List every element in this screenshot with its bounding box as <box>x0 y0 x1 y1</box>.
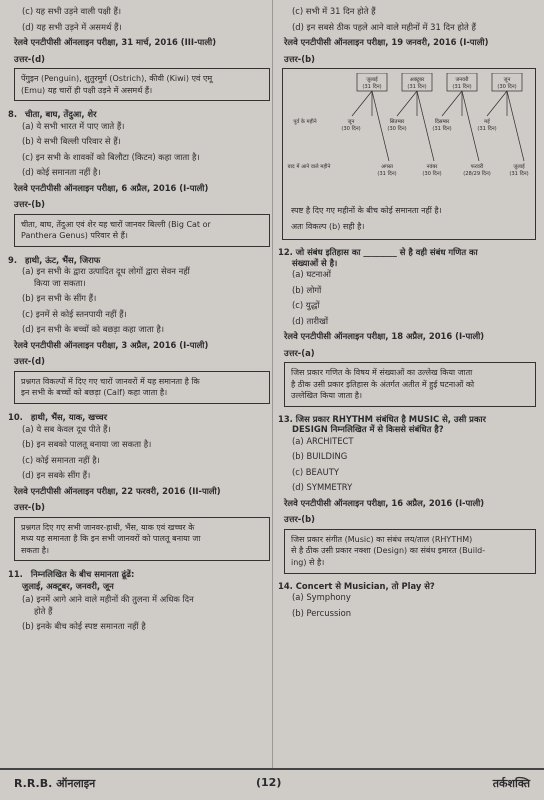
explanation-box <box>284 529 536 574</box>
option-c: (c) BEAUTY <box>292 466 339 477</box>
page-number: (12) <box>256 776 282 789</box>
right-column <box>278 0 536 623</box>
option-a: (a) इन सभी के द्वारा उत्पादित दूध लोगों द्वारा सेवन नहीं <box>22 266 190 277</box>
question-title: हाथी, भैंस, याक, खच्चर <box>30 412 108 423</box>
svg-text:जून <box>348 119 355 125</box>
option-d: (d) यह सभी उड़ने में असमर्थ हैं। <box>22 21 122 32</box>
svg-text:जुलाई <box>513 163 525 170</box>
question-number: 13. <box>278 413 293 424</box>
question-number: 8. <box>8 109 18 120</box>
option-b: (b) ये सभी बिल्ली परिवार से हैं। <box>22 136 121 147</box>
svg-text:(31 दिन) <box>509 170 528 177</box>
month-name: जून <box>347 119 355 125</box>
explanation-line: से है ठीक उसी प्रकार नक्शा (Design) का संबंध इमारत (Build- <box>291 546 486 556</box>
explanation-line: मध्य यह समानता है कि इन सभी जानवरों को पालतू बनाया जा <box>21 534 201 544</box>
month-name: अक्टूबर <box>409 77 425 83</box>
explanation-line: है ठीक उसी प्रकार इतिहास के अंतर्गत अतीत में हुई घटनाओं को <box>291 379 475 389</box>
svg-text:जून <box>504 77 511 83</box>
answer-label: उत्तर-(b) <box>284 53 315 64</box>
question-number: 10. <box>8 412 23 423</box>
option-c: (c) यह सभी उड़ने वाली पक्षी हैं। <box>22 6 122 16</box>
svg-text:दिसम्बर <box>435 118 450 125</box>
question-text: संख्याओं से है। <box>292 257 338 268</box>
svg-text:(31 दिन) <box>377 170 396 177</box>
month-days: (31 दिन) <box>477 126 497 132</box>
question-title: चीता, बाघ, तेंदुआ, शेर <box>25 109 97 120</box>
option-c: (c) इनमें से कोई स्तनपायी नहीं हैं। <box>22 308 127 319</box>
svg-text:(30 दिन) <box>422 170 441 177</box>
option-a: (a) इनमें आगे आने वाले महीनों की तुलना में अधिक दिन <box>22 594 194 605</box>
svg-text:(31 दिन) <box>407 83 426 90</box>
month-diagram <box>282 68 536 240</box>
svg-text:जुलाई <box>366 76 378 83</box>
month-name: अगस्त <box>381 164 393 170</box>
month-days: (30 दिन) <box>422 171 442 177</box>
month-arrows-figure <box>287 73 533 203</box>
explanation-box <box>284 362 536 407</box>
month-days: (31 दिन) <box>407 84 427 90</box>
footer-book-title: R.R.B. ऑनलाइन <box>14 777 96 790</box>
option-a: (a) घटनाओं <box>292 269 331 279</box>
exam-reference: रेलवे एनटीपीसी ऑनलाइन परीक्षा, 31 मार्च, 2016 (III-पाली) <box>14 37 217 47</box>
question-title: हाथी, ऊंट, भैंस, जिराफ <box>25 254 101 265</box>
svg-text:(31 दिन) <box>477 125 496 132</box>
question-10 <box>8 412 270 423</box>
explanation-line: चीता, बाघ, तेंदुआ एवं शेर यह चारों जानवर बिल्ली (Big Cat or <box>21 219 211 229</box>
option-d: (d) इन सबके सींग हैं। <box>22 470 91 481</box>
question-11 <box>8 569 270 580</box>
month-days: (31 दिन) <box>432 126 452 132</box>
option-c: (c) कोई समानता नहीं है। <box>22 454 100 465</box>
option-d: (d) इन सभी के बच्चों को बछड़ा कहा जाता है। <box>22 324 165 335</box>
option-b: (b) इनके बीच कोई स्पष्ट समानता नहीं है <box>22 621 146 632</box>
month-days: (30 दिन) <box>497 84 517 90</box>
month-days: (31 दिन) <box>362 84 382 90</box>
option-a-cont: किया जा सकता। <box>34 277 86 288</box>
diagram-note: अतः विकल्प (b) सही है। <box>291 222 365 231</box>
svg-text:(31 दिन) <box>432 125 451 132</box>
explanation-line: Panthera Genus) परिवार से हैं। <box>21 231 128 241</box>
exam-reference: रेलवे एनटीपीसी ऑनलाइन परीक्षा, 16 अप्रैल, 2016 (I-पाली) <box>284 497 485 508</box>
svg-text:सितम्बर <box>390 118 405 125</box>
svg-text:अक्टूबर <box>410 77 425 83</box>
svg-text:फरवरी <box>471 163 484 170</box>
answer-label: उत्तर-(b) <box>284 514 315 525</box>
option-b: (b) लोगों <box>292 284 322 295</box>
svg-text:नवंबर <box>427 163 439 170</box>
row-label: बाद में आने वाले महीने <box>287 164 331 170</box>
month-name: मई <box>484 119 490 125</box>
question-9 <box>8 255 270 266</box>
month-days: (28/29 दिन) <box>463 171 491 177</box>
svg-text:(31 दिन) <box>452 83 471 90</box>
option-c: (c) इन सभी के शावकों को बिलौटा (किटन) कहा जाता है। <box>22 151 200 162</box>
question-number: 12. <box>278 247 293 257</box>
option-a: (a) ARCHITECT <box>292 435 354 446</box>
answer-label: उत्तर-(d) <box>14 53 45 64</box>
question-text: DESIGN निम्नलिखित में से किससे संबंधित है? <box>292 424 444 435</box>
page-footer <box>0 768 544 800</box>
explanation-line: जिस प्रकार गणित के विषय में संख्याओं का उल्लेख किया जाता <box>291 368 473 377</box>
option-a-cont: होते हैं <box>34 605 53 616</box>
month-days: (31 दिन) <box>377 171 397 177</box>
explanation-line: सकता है। <box>21 545 50 555</box>
footer-section: तर्कशक्ति <box>492 777 530 790</box>
question-text: से है वही संबंध गणित का <box>399 247 478 257</box>
question-text: जो संबंध इतिहास का <box>295 247 361 257</box>
option-d: (d) इन सबसे ठीक पहले आने वाले महीनों में 31 दिन होते हैं <box>292 21 476 32</box>
exam-reference: रेलवे एनटीपीसी ऑनलाइन परीक्षा, 3 अप्रैल, 2016 (I-पाली) <box>14 339 209 350</box>
answer-label: उत्तर-(b) <box>14 199 45 210</box>
month-days: (30 दिन) <box>341 126 361 132</box>
month-days: (30 दिन) <box>387 126 407 132</box>
option-d: (d) तारीखों <box>292 315 329 326</box>
row-label: पूर्व के महीने <box>293 119 317 125</box>
option-b: (b) इन सबको पालतू बनाया जा सकता है। <box>22 439 152 450</box>
explanation-line: जिस प्रकार संगीत (Music) का संबंध लय/ताल (RHYTHM) <box>291 534 473 544</box>
answer-label: उत्तर-(b) <box>14 502 45 513</box>
svg-text:(31 दिन) <box>362 83 381 90</box>
option-d: (d) SYMMETRY <box>292 482 353 493</box>
svg-text:(30 दिन) <box>497 83 516 90</box>
exam-reference: रेलवे एनटीपीसी ऑनलाइन परीक्षा, 22 फरवरी, 2016 (II-पाली) <box>14 485 221 496</box>
question-title: निम्नलिखित के बीच समानता ढूंढें: <box>30 569 135 580</box>
svg-text:(30 दिन) <box>341 125 360 132</box>
month-name: जुलाई <box>513 164 525 170</box>
question-words: जुलाई, अक्टूबर, जनवरी, जून <box>22 580 114 591</box>
option-a: (a) ये सब केवल दूध पीते हैं। <box>22 423 111 434</box>
diagram-note: स्पष्ट है दिए गए महीनों के बीच कोई समानता नहीं है। <box>291 206 442 215</box>
question-8 <box>8 109 270 120</box>
month-name: दिसम्बर <box>434 119 450 125</box>
explanation-box <box>14 214 270 247</box>
question-number: 14. <box>278 580 293 591</box>
option-b: (b) BUILDING <box>292 451 348 462</box>
option-c: (c) युद्धों <box>292 300 320 310</box>
month-name: जनवरी <box>455 77 469 83</box>
question-number: 11. <box>8 569 23 580</box>
question-14 <box>278 581 536 592</box>
column-divider <box>272 0 273 768</box>
left-column <box>8 0 270 637</box>
explanation-line: (Emu) यह चारों ही पक्षी उड़ने में असमर्थ हैं। <box>21 85 153 95</box>
option-b: (b) Percussion <box>292 607 352 618</box>
option-b: (b) इन सभी के सींग हैं। <box>22 293 97 304</box>
svg-text:जनवरी <box>455 76 469 83</box>
explanation-line: प्रश्नगत दिए गए सभी जानवर-हाथी, भैंस, याक एवं खच्चर के <box>21 522 195 532</box>
explanation-line: उल्लेखित किया जाता है। <box>291 391 363 401</box>
answer-label: उत्तर-(a) <box>284 347 315 358</box>
svg-text:मई <box>484 118 491 125</box>
svg-text:अगस्त <box>381 164 394 170</box>
month-days: (31 दिन) <box>509 171 529 177</box>
explanation-box <box>14 68 270 101</box>
question-number: 9. <box>8 254 18 265</box>
explanation-box <box>14 517 270 562</box>
month-name: नवंबर <box>426 164 438 170</box>
question-text: जिस प्रकार RHYTHM संबंधित है MUSIC से, उसी प्रकार <box>295 413 486 424</box>
option-a: (a) Symphony <box>292 592 351 603</box>
exam-reference: रेलवे एनटीपीसी ऑनलाइन परीक्षा, 19 जनवरी, 2016 (I-पाली) <box>284 37 489 47</box>
question-text: Concert से Musician, तो Play से? <box>295 580 435 591</box>
month-name: जून <box>503 77 511 83</box>
month-name: फरवरी <box>470 164 484 170</box>
svg-text:(28/29 दिन) <box>463 170 491 177</box>
explanation-line: ing) से है। <box>291 557 325 567</box>
month-name: जुलाई <box>366 77 378 83</box>
answer-label: उत्तर-(d) <box>14 356 45 367</box>
option-a: (a) ये सभी भारत में पाए जाते हैं। <box>22 120 125 131</box>
month-name: सितम्बर <box>389 119 405 125</box>
month-days: (31 दिन) <box>452 84 472 90</box>
question-12 <box>278 247 536 268</box>
explanation-box <box>14 371 270 404</box>
option-c: (c) सभी में 31 दिन होते हैं <box>292 6 376 16</box>
explanation-line: प्रश्नगत विकल्पों में दिए गए चारों जानवरों में यह समानता है कि <box>21 376 200 386</box>
explanation-line: इन सभी के बच्चों को बछड़ा (Calf) कहा जाता है। <box>21 388 168 398</box>
svg-text:(30 दिन) <box>387 125 406 132</box>
answer-blank: ________ <box>363 247 397 257</box>
question-13 <box>278 414 536 435</box>
exam-reference: रेलवे एनटीपीसी ऑनलाइन परीक्षा, 18 अप्रैल, 2016 (I-पाली) <box>284 331 485 341</box>
option-d: (d) कोई समानता नहीं है। <box>22 167 101 178</box>
explanation-line: पेंगुइन (Penguin), शुतुरमुर्ग (Ostrich), कीवी (Kiwi) एवं एमू <box>21 74 213 83</box>
exam-reference: रेलवे एनटीपीसी ऑनलाइन परीक्षा, 6 अप्रैल, 2016 (I-पाली) <box>14 182 209 193</box>
